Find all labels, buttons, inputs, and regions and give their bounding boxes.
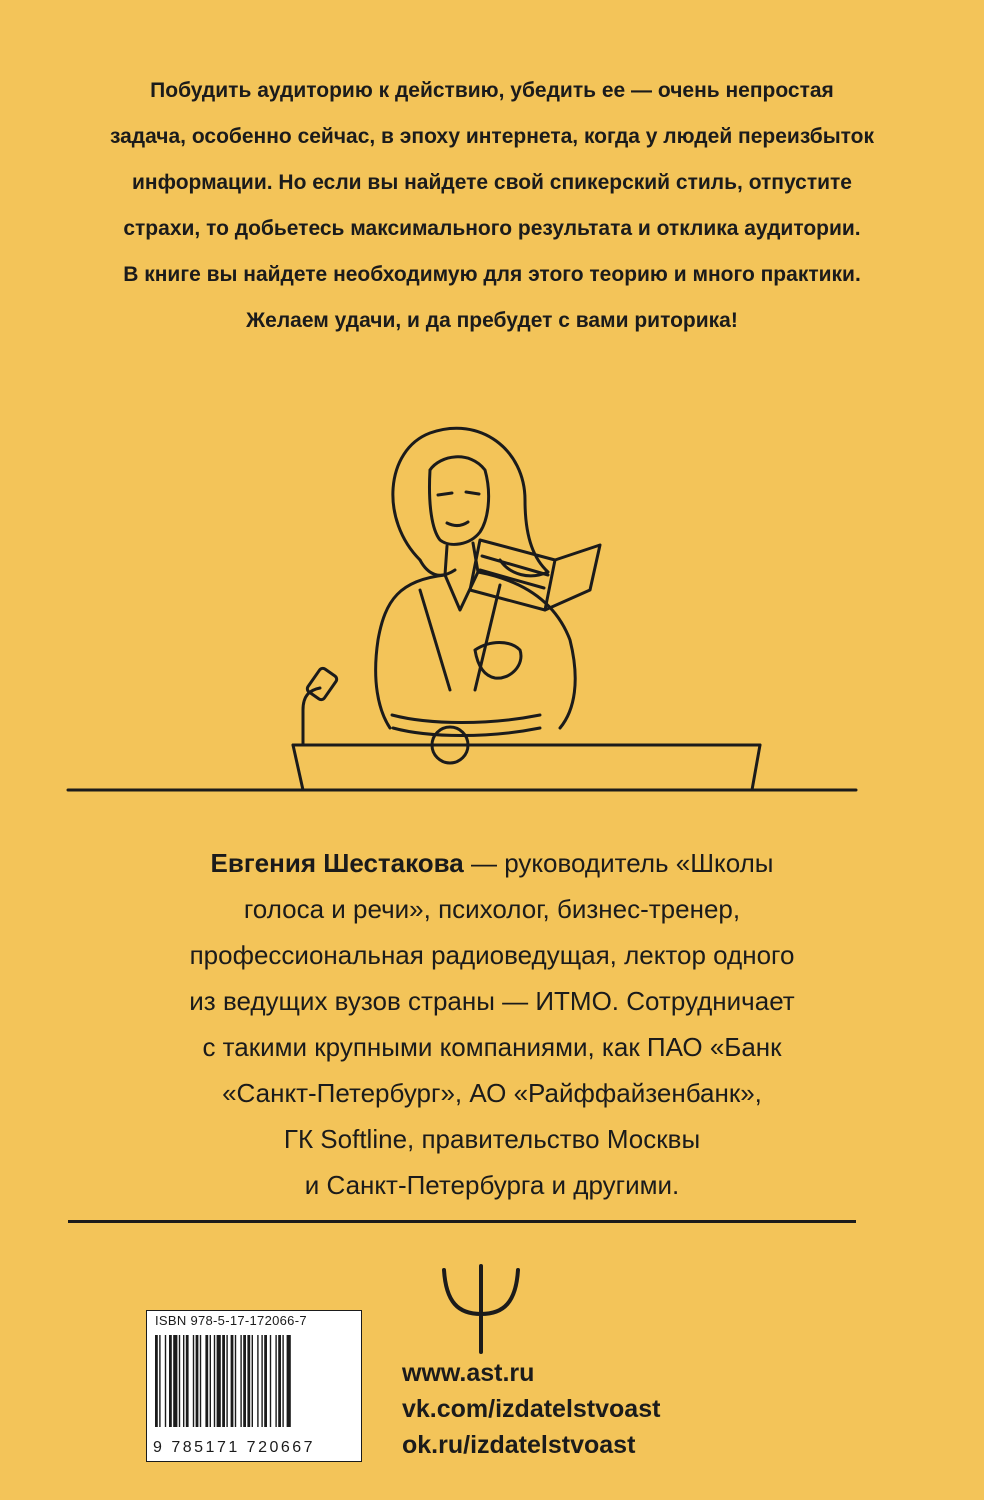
bio-line: с такими крупными компаниями, как ПАО «Банк	[202, 1032, 782, 1062]
bio-line: и Санкт-Петербурга и другими.	[304, 1170, 680, 1200]
vk-link[interactable]: vk.com/izdatelstvoast	[402, 1395, 661, 1423]
bio-line: голоса и речи», психолог, бизнес-тренер,	[243, 894, 741, 924]
intro-line: информации. Но если вы найдете свой спикерский стиль, отпустите	[132, 171, 852, 194]
intro-line: Побудить аудиторию к действию, убедить ее — очень непростая	[150, 79, 834, 102]
intro-line: В книге вы найдете необходимую для этого теорию и много практики.	[123, 263, 861, 286]
author-bio	[70, 840, 914, 1208]
bio-line: «Санкт-Петербург», АО «Райффайзенбанк»,	[222, 1078, 762, 1108]
barcode-bars	[153, 1335, 355, 1445]
speaker-illustration	[0, 400, 984, 820]
publisher-links	[402, 1355, 660, 1463]
isbn-label: ISBN 978-5-17-172066-7	[155, 1313, 307, 1328]
intro-line: Желаем удачи, и да пребудет с вами риторика!	[246, 309, 738, 332]
bio-line: из ведущих вузов страны — ИТМО. Сотрудничает	[189, 986, 795, 1016]
bio-line: ГК Softline, правительство Москвы	[283, 1124, 701, 1154]
divider	[68, 1220, 856, 1223]
bio-line	[70, 840, 914, 886]
bio-line-rest: — руководитель «Школы	[463, 848, 774, 878]
barcode	[146, 1310, 362, 1462]
isbn-digits: 9 785171 720667	[153, 1439, 316, 1456]
intro-line: страхи, то добьетесь максимального результата и отклика аудитории.	[123, 217, 861, 240]
author-name: Евгения Шестакова	[210, 848, 464, 878]
publisher-logo	[438, 1262, 524, 1354]
bio-line: профессиональная радиоведущая, лектор одного	[189, 940, 795, 970]
intro-line: задача, особенно сейчас, в эпоху интернета, когда у людей переизбыток	[109, 125, 875, 148]
ok-link[interactable]: ok.ru/izdatelstvoast	[402, 1431, 636, 1459]
website-link[interactable]: www.ast.ru	[402, 1359, 535, 1387]
intro-text	[70, 68, 914, 344]
